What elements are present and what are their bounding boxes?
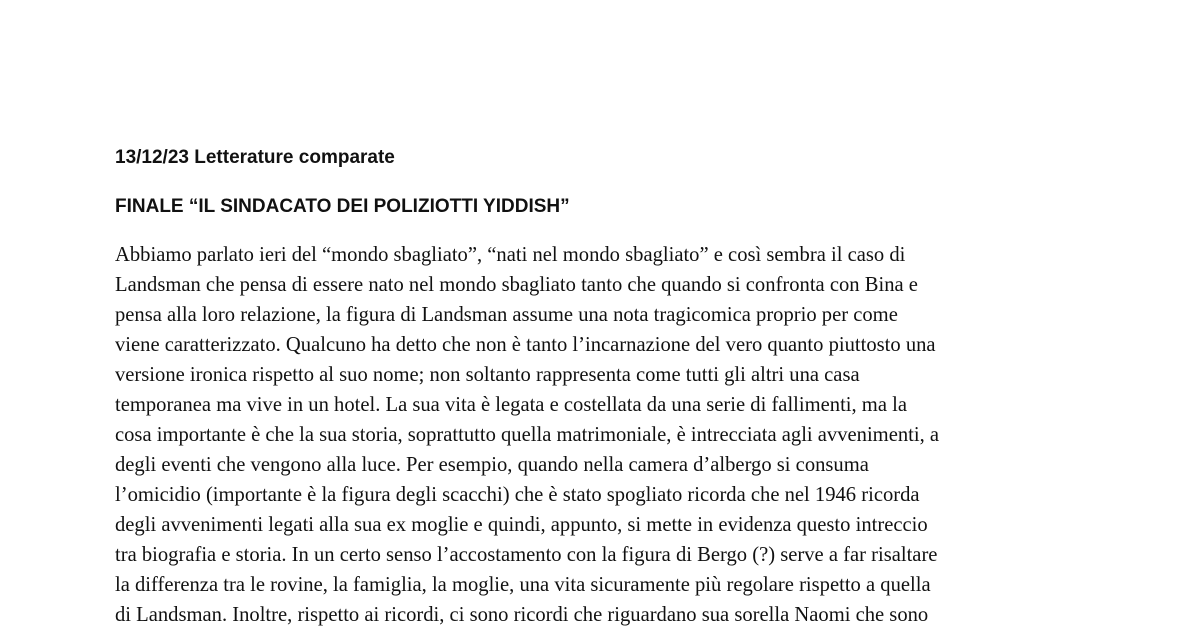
paragraph-line: versione ironica rispetto al suo nome; non soltanto rappresenta come tutti gli altri una casa: [115, 364, 860, 386]
paragraph-line: tra biografia e storia. In un certo senso l’accostamento con la figura di Bergo (?) serve a far risaltare: [115, 544, 938, 566]
paragraph-line: Landsman che pensa di essere nato nel mondo sbagliato tanto che quando si confronta con Bina e: [115, 274, 918, 296]
heading-title: FINALE “IL SINDACATO DEI POLIZIOTTI YIDDISH”: [115, 196, 570, 217]
paragraph-line: cosa importante è che la sua storia, soprattutto quella matrimoniale, è intrecciata agli avvenimenti, a: [115, 424, 940, 446]
paragraph-line: di Landsman. Inoltre, rispetto ai ricordi, ci sono ricordi che riguardano sua sorella Naomi che sono: [115, 604, 929, 626]
paragraph-line: degli eventi che vengono alla luce. Per esempio, quando nella camera d’albergo si consuma: [115, 454, 869, 476]
paragraph-line: Abbiamo parlato ieri del “mondo sbagliato”, “nati nel mondo sbagliato” e così sembra il caso di: [115, 244, 906, 266]
paragraph-line: degli avvenimenti legati alla sua ex moglie e quindi, appunto, si mette in evidenza questo intreccio: [115, 514, 928, 536]
body-paragraph: [115, 240, 1095, 630]
heading-date: 13/12/23 Letterature comparate: [115, 147, 395, 168]
paragraph-line: viene caratterizzato. Qualcuno ha detto che non è tanto l’incarnazione del vero quanto piuttosto una: [115, 334, 936, 356]
paragraph-line: l’omicidio (importante è la figura degli scacchi) che è stato spogliato ricorda che nel 1946 ricorda: [115, 484, 920, 506]
paragraph-line: la differenza tra le rovine, la famiglia, la moglie, una vita sicuramente più regolare rispetto a quella: [115, 574, 931, 596]
paragraph-line: pensa alla loro relazione, la figura di Landsman assume una nota tragicomica proprio per come: [115, 304, 898, 326]
paragraph-line: temporanea ma vive in un hotel. La sua vita è legata e costellata da una serie di fallimenti, ma la: [115, 394, 907, 416]
